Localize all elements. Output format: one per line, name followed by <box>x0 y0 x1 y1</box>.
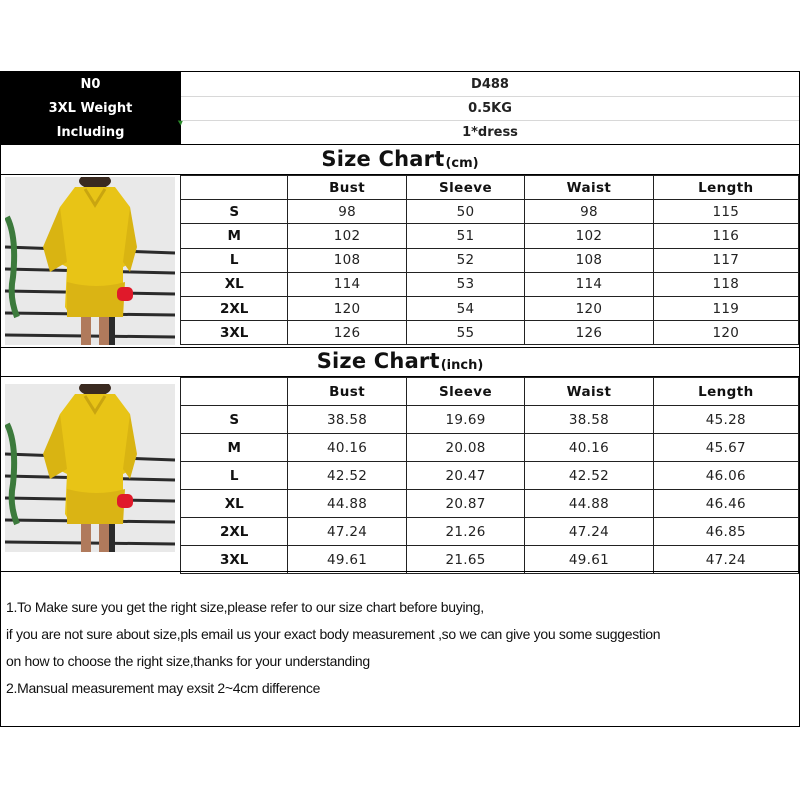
size-label: XL <box>181 490 288 518</box>
table-row <box>181 518 799 546</box>
size-label: M <box>181 434 288 462</box>
sleeve-value: 19.69 <box>406 406 525 434</box>
size-chart-inch-section <box>0 377 800 571</box>
table-row <box>181 406 799 434</box>
length-value: 116 <box>653 224 798 248</box>
waist-value: 102 <box>525 224 653 248</box>
length-value: 45.67 <box>653 434 798 462</box>
note-line: 2.Mansual measurement may exsit 2~4cm difference <box>6 680 321 696</box>
bust-value: 38.58 <box>288 406 406 434</box>
sleeve-value: 20.87 <box>406 490 525 518</box>
size-chart-cm-table <box>180 175 799 345</box>
size-chart-cm-unit: (cm) <box>445 156 479 171</box>
size-chart-cm-title <box>0 145 800 175</box>
size-label: 3XL <box>181 546 288 574</box>
size-label: L <box>181 248 288 272</box>
info-value-including: 1*dress <box>181 120 799 144</box>
table-row <box>181 200 799 224</box>
length-value: 45.28 <box>653 406 798 434</box>
size-chart-cm-section <box>0 175 800 347</box>
dress-photo-icon <box>5 177 175 345</box>
size-label: S <box>181 200 288 224</box>
bust-value: 40.16 <box>288 434 406 462</box>
size-label: S <box>181 406 288 434</box>
bust-value: 108 <box>288 248 406 272</box>
length-value: 46.85 <box>653 518 798 546</box>
bust-value: 49.61 <box>288 546 406 574</box>
table-row <box>181 272 799 296</box>
info-label-number: N0 <box>80 76 101 92</box>
length-value: 47.24 <box>653 546 798 574</box>
size-chart-inch-table <box>180 377 799 574</box>
bust-value: 98 <box>288 200 406 224</box>
waist-value: 40.16 <box>525 434 653 462</box>
note-line: 1.To Make sure you get the right size,please refer to our size chart before buying, <box>6 599 484 615</box>
product-info-block <box>0 71 800 145</box>
info-value-number: D488 <box>471 76 509 92</box>
length-value: 118 <box>653 272 798 296</box>
size-chart-cm-heading: Size Chart <box>321 147 445 171</box>
waist-value: 108 <box>525 248 653 272</box>
table-header-row <box>181 378 799 406</box>
length-value: 115 <box>653 200 798 224</box>
waist-value: 47.24 <box>525 518 653 546</box>
length-value: 46.46 <box>653 490 798 518</box>
sizing-notes <box>0 571 800 727</box>
sleeve-value: 20.08 <box>406 434 525 462</box>
sleeve-value: 55 <box>406 321 525 345</box>
sleeve-value: 21.65 <box>406 546 525 574</box>
table-row <box>181 462 799 490</box>
sleeve-value: 21.26 <box>406 518 525 546</box>
bust-value: 47.24 <box>288 518 406 546</box>
info-labels <box>1 72 180 144</box>
info-values <box>180 72 799 144</box>
sleeve-value: 54 <box>406 296 525 320</box>
size-chart-inch-title <box>0 347 800 377</box>
sleeve-value: 51 <box>406 224 525 248</box>
table-row <box>181 248 799 272</box>
bust-value: 114 <box>288 272 406 296</box>
length-value: 46.06 <box>653 462 798 490</box>
table-row <box>181 490 799 518</box>
bust-value: 44.88 <box>288 490 406 518</box>
length-value: 117 <box>653 248 798 272</box>
header-length: Length <box>653 176 798 200</box>
header-bust: Bust <box>288 176 406 200</box>
size-label: L <box>181 462 288 490</box>
bust-value: 120 <box>288 296 406 320</box>
header-waist: Waist <box>525 378 653 406</box>
header-bust: Bust <box>288 378 406 406</box>
bust-value: 102 <box>288 224 406 248</box>
size-chart-inch-unit: (inch) <box>440 358 484 373</box>
table-header-row <box>181 176 799 200</box>
header-sleeve: Sleeve <box>406 176 525 200</box>
size-chart-inch-heading: Size Chart <box>316 349 440 373</box>
table-row <box>181 546 799 574</box>
header-waist: Waist <box>525 176 653 200</box>
table-row <box>181 224 799 248</box>
info-value-weight: 0.5KG <box>181 96 799 120</box>
size-label: 2XL <box>181 518 288 546</box>
sleeve-value: 53 <box>406 272 525 296</box>
waist-value: 120 <box>525 296 653 320</box>
header-length: Length <box>653 378 798 406</box>
product-photo-inch <box>5 384 175 552</box>
info-label-weight: 3XL Weight <box>48 100 133 116</box>
length-value: 119 <box>653 296 798 320</box>
info-label-including: Including <box>56 124 125 140</box>
sleeve-value: 20.47 <box>406 462 525 490</box>
waist-value: 98 <box>525 200 653 224</box>
sleeve-value: 50 <box>406 200 525 224</box>
table-row <box>181 321 799 345</box>
size-label: XL <box>181 272 288 296</box>
waist-value: 42.52 <box>525 462 653 490</box>
table-row <box>181 434 799 462</box>
product-photo-cm <box>5 177 175 345</box>
sleeve-value: 52 <box>406 248 525 272</box>
note-line: if you are not sure about size,pls email us your exact body measurement ,so we can give you some suggestion <box>6 626 661 642</box>
waist-value: 38.58 <box>525 406 653 434</box>
header-sleeve: Sleeve <box>406 378 525 406</box>
size-label: 3XL <box>181 321 288 345</box>
size-label: M <box>181 224 288 248</box>
waist-value: 44.88 <box>525 490 653 518</box>
size-label: 2XL <box>181 296 288 320</box>
header-size <box>181 176 288 200</box>
length-value: 120 <box>653 321 798 345</box>
header-size <box>181 378 288 406</box>
table-row <box>181 296 799 320</box>
waist-value: 126 <box>525 321 653 345</box>
dress-photo-icon <box>5 384 175 552</box>
waist-value: 114 <box>525 272 653 296</box>
note-line: on how to choose the right size,thanks for your understanding <box>6 653 370 669</box>
bust-value: 126 <box>288 321 406 345</box>
waist-value: 49.61 <box>525 546 653 574</box>
bust-value: 42.52 <box>288 462 406 490</box>
